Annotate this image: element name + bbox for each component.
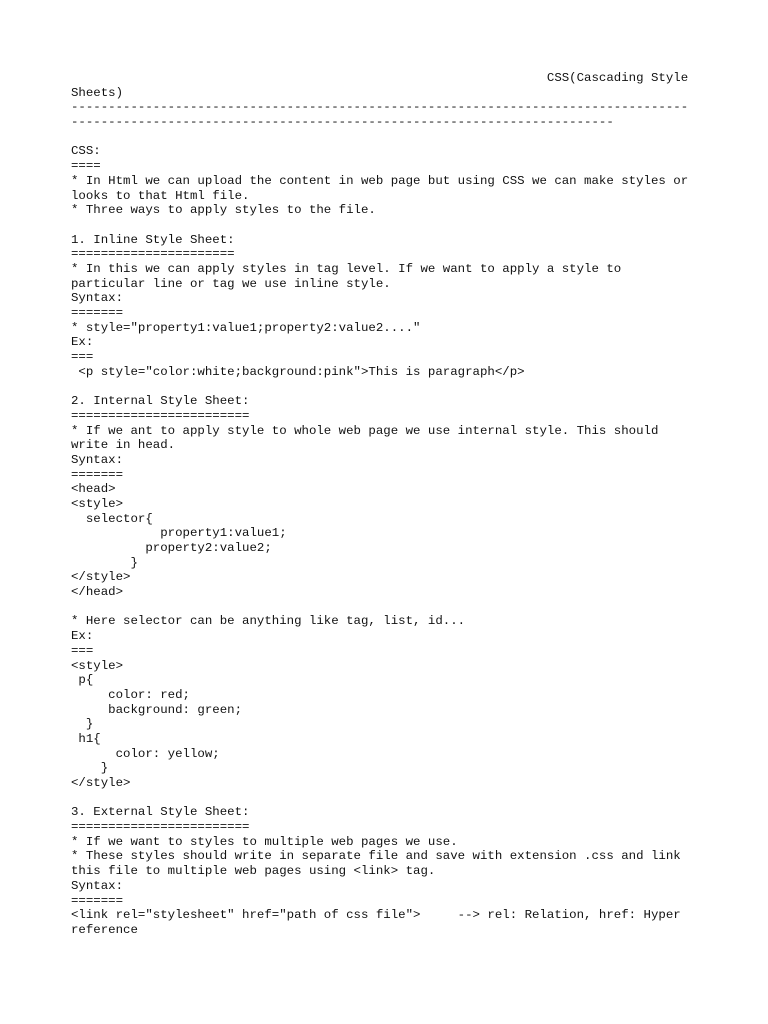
document-line: looks to that Html file. xyxy=(71,188,250,203)
document-line: </head> xyxy=(71,585,124,600)
document-line: property2:value2; xyxy=(71,541,272,555)
document-line xyxy=(71,218,711,233)
document-line: </style> xyxy=(71,776,131,790)
document-line: ======= xyxy=(71,467,124,482)
document-line: h1{ xyxy=(71,731,101,746)
document-line: <p style="color:white;background:pink">This is paragraph</p> xyxy=(71,364,525,379)
document-line: write in head. xyxy=(71,438,176,453)
document-line: </style> xyxy=(71,570,131,585)
document-line: color: red; xyxy=(71,687,190,702)
document-line: Sheets) xyxy=(71,85,124,100)
document-line: particular line or tag we use inline style. xyxy=(71,276,391,291)
document-line: * These styles should write in separate file and save with extension .css and link xyxy=(71,849,681,864)
document-line: * If we ant to apply style to whole web page we use internal style. This should xyxy=(71,423,659,438)
document-line: CSS(Cascading Style xyxy=(71,71,689,85)
document-line: this file to multiple web pages using <link> tag. xyxy=(71,864,436,879)
document-line: reference xyxy=(71,922,138,937)
document-line xyxy=(71,600,711,615)
document-line: ------------------------------------------------------------------------- xyxy=(71,115,614,130)
document-line: <style> xyxy=(71,496,124,511)
document-line: p{ xyxy=(71,673,94,688)
document-line: ----------------------------------------------------------------------------------- xyxy=(71,100,689,115)
document-line: * Three ways to apply styles to the file. xyxy=(71,203,376,218)
document-line: 3. External Style Sheet: xyxy=(71,805,250,820)
document-line: === xyxy=(71,643,94,658)
document-line: } xyxy=(71,717,94,732)
document-line: Ex: xyxy=(71,629,94,644)
document-line: Syntax: xyxy=(71,291,124,306)
document-line: ======================== xyxy=(71,820,250,835)
document-page xyxy=(71,71,711,938)
document-line: * In Html we can upload the content in web page but using CSS we can make styles or xyxy=(71,173,689,188)
document-line xyxy=(71,379,711,394)
document-line: ======= xyxy=(71,306,124,320)
document-line: color: yellow; xyxy=(71,746,220,761)
document-line: selector{ xyxy=(71,511,153,526)
document-line: * style="property1:value1;property2:value2...." xyxy=(71,320,421,335)
document-line xyxy=(71,130,711,145)
document-line: ======= xyxy=(71,893,124,908)
document-line: Ex: xyxy=(71,335,94,350)
document-line: } xyxy=(71,555,138,570)
document-line xyxy=(71,791,711,806)
document-line: Syntax: xyxy=(71,452,124,467)
document-line: property1:value1; xyxy=(71,526,287,541)
document-line: CSS: xyxy=(71,144,101,159)
document-line: <head> xyxy=(71,482,116,497)
document-line: === xyxy=(71,350,94,365)
document-line: * Here selector can be anything like tag, list, id... xyxy=(71,614,466,629)
document-line: * In this we can apply styles in tag level. If we want to apply a style to xyxy=(71,261,622,276)
document-line: * If we want to styles to multiple web pages we use. xyxy=(71,834,458,849)
document-line: <style> xyxy=(71,658,124,673)
document-line: } xyxy=(71,761,109,776)
document-line: Syntax: xyxy=(71,878,124,893)
document-line: ====================== xyxy=(71,247,235,262)
document-line: 2. Internal Style Sheet: xyxy=(71,394,250,409)
document-line: ==== xyxy=(71,159,101,174)
document-line: 1. Inline Style Sheet: xyxy=(71,232,235,247)
document-line: background: green; xyxy=(71,702,243,717)
document-line: ======================== xyxy=(71,408,250,423)
document-line: <link rel="stylesheet" href="path of css file"> --> rel: Relation, href: Hyper xyxy=(71,908,681,923)
